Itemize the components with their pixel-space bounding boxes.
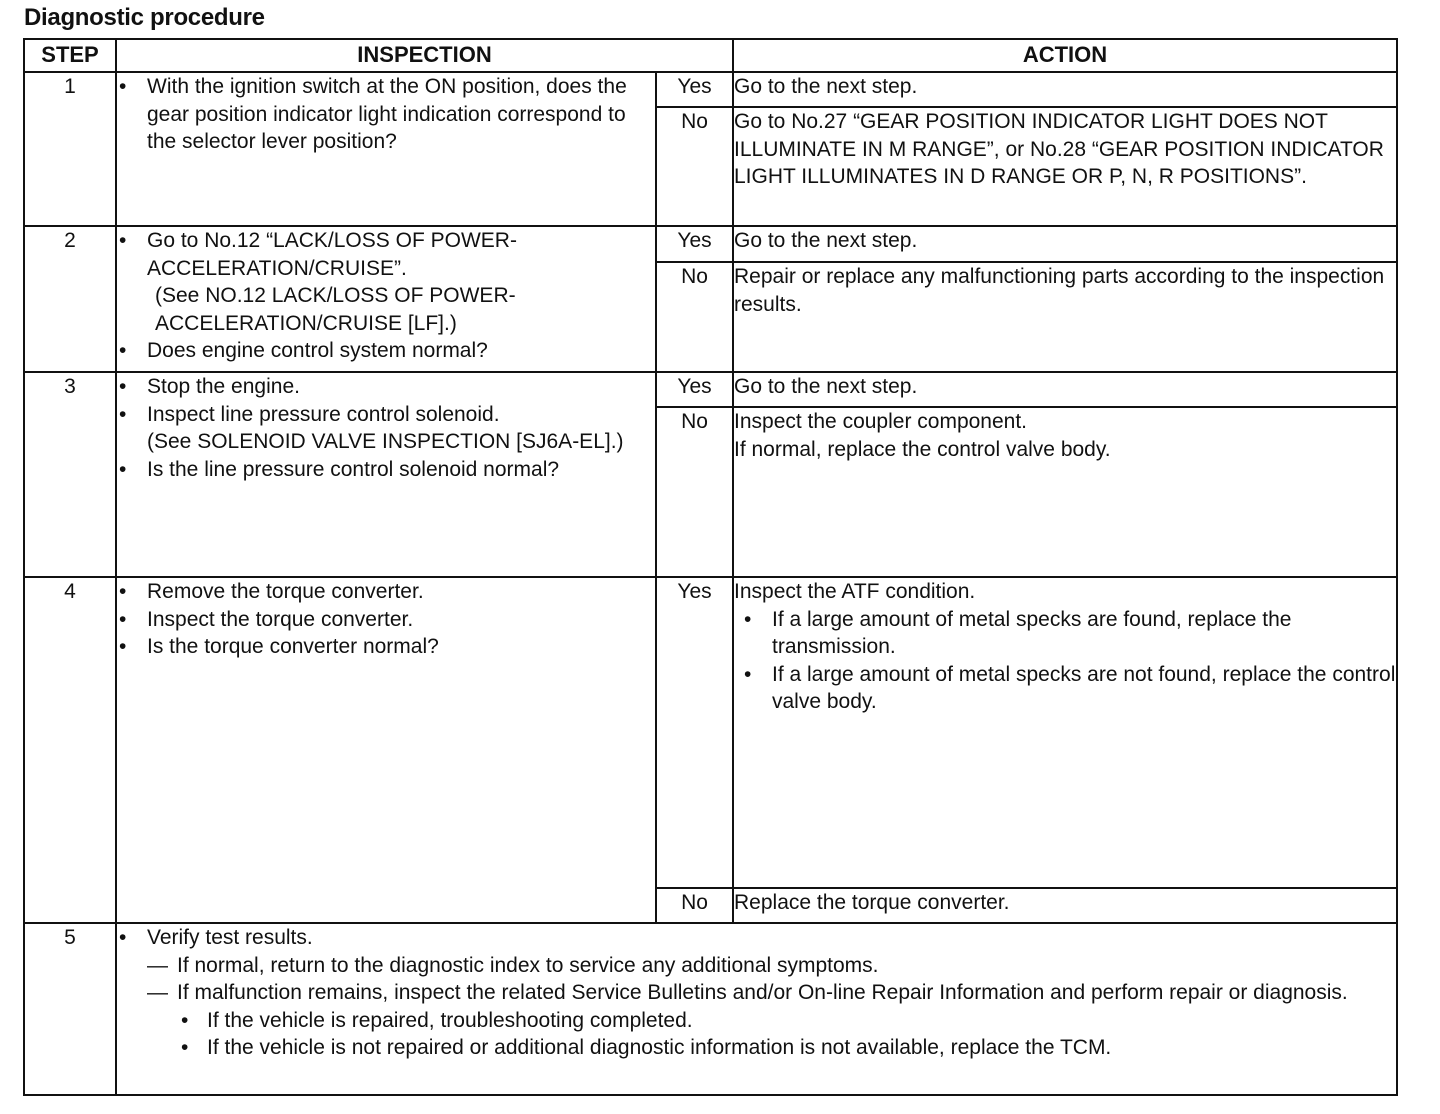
step-5-inspection	[116, 923, 1397, 1095]
inspection-item: • Remove the torque converter.	[117, 578, 655, 606]
yes-action: Go to the next step.	[733, 72, 1397, 107]
yes-label: Yes	[656, 72, 733, 107]
header-step: STEP	[24, 39, 116, 72]
action-bullet: • If a large amount of metal specks are not found, replace the control valve body.	[742, 661, 1396, 716]
inspection-item: • Does engine control system normal?	[117, 337, 655, 365]
dash-item	[147, 979, 1396, 1062]
no-label: No	[656, 407, 733, 577]
inspection-item: • Is the torque converter normal?	[117, 633, 655, 661]
step-3-yes-row	[24, 372, 1397, 407]
header-inspection: INSPECTION	[116, 39, 733, 72]
action-bullet: • If a large amount of metal specks are found, replace the transmission.	[742, 606, 1396, 661]
step-number: 1	[24, 72, 116, 226]
yes-action: Go to the next step.	[733, 226, 1397, 262]
inspection-item: • Stop the engine.	[117, 373, 655, 401]
no-label: No	[656, 888, 733, 923]
yes-action	[733, 577, 1397, 888]
inspection-item	[117, 227, 655, 337]
sub-bullet: • If the vehicle is repaired, troubleshooting completed.	[177, 1007, 1396, 1035]
step-number: 4	[24, 577, 116, 923]
inspection-item	[117, 401, 655, 456]
yes-action: Go to the next step.	[733, 372, 1397, 407]
step-number: 2	[24, 226, 116, 372]
step-1-inspection	[116, 72, 656, 226]
yes-action-text: Inspect the ATF condition.	[734, 580, 976, 603]
reference-text: (See SOLENOID VALVE INSPECTION [SJ6A-EL].)	[147, 430, 624, 453]
step-number: 3	[24, 372, 116, 577]
step-1-yes-row	[24, 72, 1397, 107]
no-action: Repair or replace any malfunctioning parts according to the inspection results.	[733, 262, 1397, 372]
step-2-yes-row	[24, 226, 1397, 262]
step-3-inspection	[116, 372, 656, 577]
sub-bullet: • If the vehicle is not repaired or additional diagnostic information is not available, replace the TCM.	[177, 1034, 1396, 1062]
yes-label: Yes	[656, 372, 733, 407]
no-action-line: If normal, replace the control valve body.	[734, 437, 1111, 461]
inspection-item: • Inspect the torque converter.	[117, 606, 655, 634]
inspection-item: • Is the line pressure control solenoid normal?	[117, 456, 655, 484]
step-4-inspection	[116, 577, 656, 923]
no-action: Go to No.27 “GEAR POSITION INDICATOR LIGHT DOES NOT ILLUMINATE IN M RANGE”, or No.28 “GEAR POSITION INDICATOR LIGHT ILLUMINATES IN D RANGE OR P, N, R POSITIONS”.	[733, 107, 1397, 226]
step-number: 5	[24, 923, 116, 1095]
no-action	[733, 407, 1397, 577]
header-action: ACTION	[733, 39, 1397, 72]
no-label: No	[656, 107, 733, 226]
yes-label: Yes	[656, 577, 733, 888]
yes-label: Yes	[656, 226, 733, 262]
page-title: Diagnostic procedure	[24, 4, 265, 31]
inspection-item	[117, 924, 1396, 1062]
no-action: Replace the torque converter.	[733, 888, 1397, 923]
inspection-text: • Verify test results.	[147, 926, 313, 949]
no-label: No	[656, 262, 733, 372]
inspection-text: • Inspect line pressure control solenoid.	[147, 402, 500, 426]
inspection-item: • With the ignition switch at the ON position, does the gear position indicator light indication correspond to the selector lever position?	[117, 73, 655, 156]
step-2-inspection	[116, 226, 656, 372]
dash-text: — If malfunction remains, inspect the related Service Bulletins and/or On-line Repair Information and perform repair or diagnosis.	[177, 981, 1348, 1004]
diagnostic-table	[23, 38, 1398, 1096]
reference-text: (See NO.12 LACK/LOSS OF POWER-ACCELERATION/CRUISE [LF].)	[155, 284, 516, 335]
step-5-row	[24, 923, 1397, 1095]
inspection-text: • Go to No.12 “LACK/LOSS OF POWER-ACCELERATION/CRUISE”.	[147, 229, 517, 280]
step-4-yes-row	[24, 577, 1397, 888]
header-row	[24, 39, 1397, 72]
dash-item: — If normal, return to the diagnostic index to service any additional symptoms.	[147, 952, 1396, 980]
no-action-line: Inspect the coupler component.	[734, 410, 1028, 433]
